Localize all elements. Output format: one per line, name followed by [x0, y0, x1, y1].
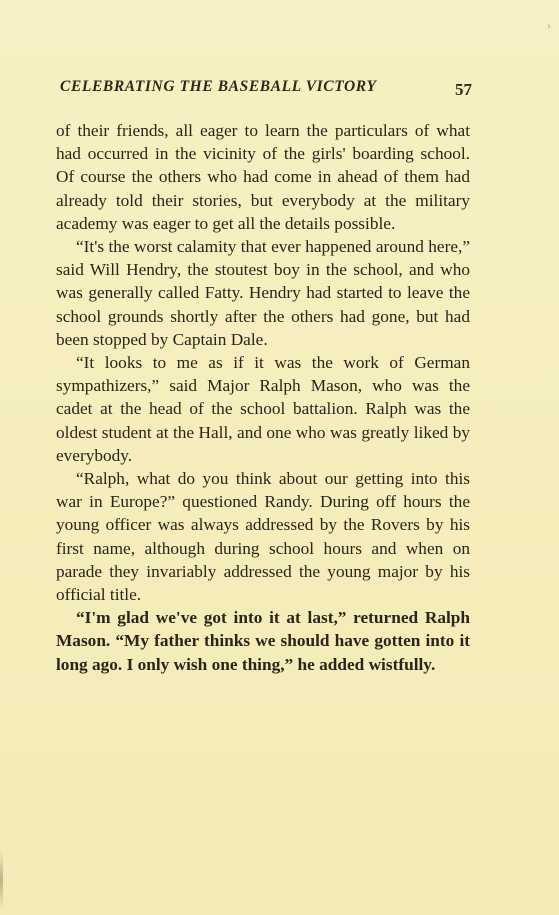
- page-edge-shadow: [0, 850, 3, 910]
- paragraph-3: “It looks to me as if it was the work of German sympathizers,” said Major Ralph Mason, who was the cadet at the head of the school battalion. Ralph was the oldest student at the Hall, and one who was greatly liked by everybody.: [56, 353, 470, 465]
- page-header: [58, 78, 472, 106]
- running-title: CELEBRATING THE BASEBALL VICTORY: [60, 78, 377, 95]
- page-number: 57: [455, 80, 472, 99]
- page-smudge-mark: ›: [547, 18, 551, 32]
- paragraph-2: “It's the worst calamity that ever happened around here,” said Will Hendry, the stoutest boy in the school, and who was generally called Fatty. Hendry had started to leave the school grounds shortly after the others had gone, but had been stopped by Captain Dale.: [56, 237, 470, 349]
- paragraph-4: “Ralph, what do you think about our getting into this war in Europe?” questioned Randy. During off hours the young officer was always addressed by the Rovers by his first name, although during school hours and when on parade they invariably addressed the young major by his official title.: [56, 469, 470, 605]
- paragraph-5: “I'm glad we've got into it at last,” returned Ralph Mason. “My father thinks we should have gotten into it long ago. I only wish one thing,” he added wistfully.: [56, 608, 470, 674]
- paragraph-1: of their friends, all eager to learn the particulars of what had occurred in the vicinity of the girls' boarding school. Of course the others who had come in ahead of them had already told their stories, but everybody at the military academy was eager to get all the details possible.: [56, 121, 470, 233]
- body-text: [56, 119, 470, 676]
